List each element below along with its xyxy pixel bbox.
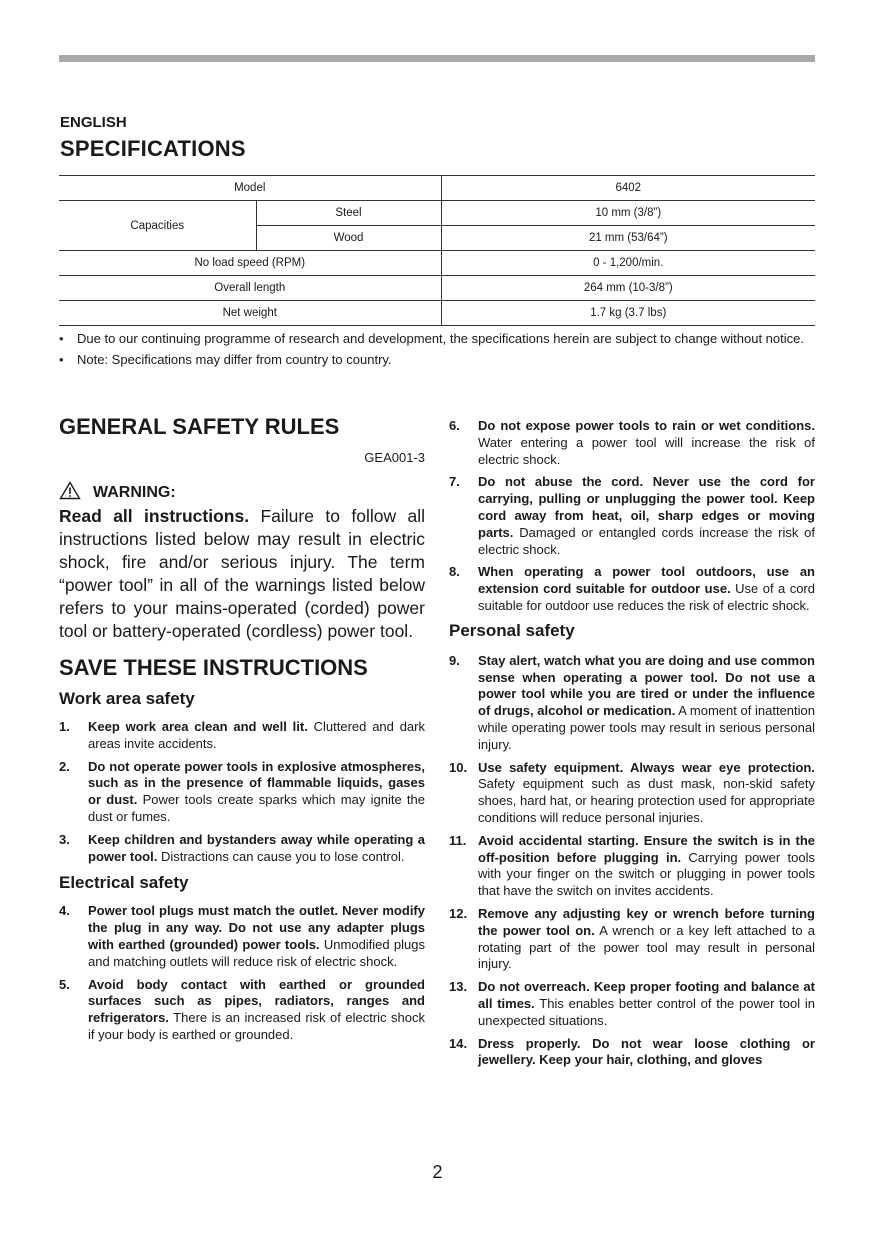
spec-label: Net weight <box>59 301 441 326</box>
spec-label: Model <box>59 176 441 201</box>
header-rule <box>59 55 815 62</box>
left-column <box>59 410 425 1050</box>
spec-sublabel: Steel <box>256 201 441 226</box>
item-bold: When operating a power tool outdoors, use an extension cord suitable for outdoor use. <box>478 564 815 597</box>
list-item <box>59 719 425 753</box>
document-code: GEA001-3 <box>364 450 425 465</box>
item-bold: Do not operate power tools in explosive atmospheres, such as in the presence of flammable liquids, gases or dust. <box>88 758 425 808</box>
spec-row-weight <box>59 301 815 326</box>
item-bold: Avoid body contact with earthed or grounded surfaces such as pipes, radiators, ranges and refrigerators. <box>88 976 425 1026</box>
warning-triangle-icon <box>59 481 83 505</box>
item-number: 5. <box>59 976 70 992</box>
spec-note <box>59 330 815 347</box>
item-bold: Use safety equipment. Always wear eye protection. <box>478 759 815 775</box>
item-text: Unmodified plugs and matching outlets will reduce risk of electric shock. <box>88 936 425 969</box>
item-text: Cluttered and dark areas invite accidents. <box>88 719 425 751</box>
item-text: Power tools create sparks which may ignite the dust or fumes. <box>88 792 425 824</box>
spec-label: No load speed (RPM) <box>59 251 441 276</box>
bullet: • <box>59 331 64 346</box>
spec-row-speed <box>59 251 815 276</box>
item-text: Safety equipment such as dust mask, non-skid safety shoes, hard hat, or hearing protection used for appropriate conditions will reduce personal injuries. <box>478 776 815 825</box>
spec-value: 264 mm (10-3/8”) <box>441 276 815 301</box>
list-item <box>449 833 815 900</box>
list-item <box>59 832 425 866</box>
item-bold: Remove any adjusting key or wrench before turning the power tool on. <box>478 905 815 938</box>
item-bold: Do not expose power tools to rain or wet conditions. <box>478 418 815 433</box>
item-number: 4. <box>59 903 70 919</box>
item-text: Distractions can cause you to lose control. <box>157 848 405 864</box>
spec-label: Overall length <box>59 276 441 301</box>
item-number: 8. <box>449 564 460 580</box>
warning-heading <box>59 481 425 505</box>
spec-value: 21 mm (53/64”) <box>441 226 815 251</box>
list-item <box>449 564 815 614</box>
item-text: This enables better control of the power tool in unexpected situations. <box>478 995 816 1028</box>
warning-text: Failure to follow all instructions listed below may result in electric shock, fire and/or serious injury. The term “power tool” in all of the warnings listed below refers to your mains-operated (corded) power tool or battery-operated (cordless) power tool. <box>59 506 425 641</box>
bullet: • <box>59 352 64 367</box>
specifications-table <box>59 175 815 326</box>
item-text: Damaged or entangled cords increase the risk of electric shock. <box>478 524 815 557</box>
section-personal: Personal safety <box>449 620 575 640</box>
item-number: 10. <box>449 759 468 775</box>
item-number: 2. <box>59 758 70 774</box>
item-text: A wrench or a key left attached to a rotating part of the power tool may result in personal injury. <box>478 922 815 972</box>
warning-label: WARNING: <box>93 484 176 501</box>
warning-body <box>59 505 425 643</box>
warning-bold: Read all instructions. <box>59 506 250 526</box>
item-text: Water entering a power tool will increase the risk of electric shock. <box>478 434 815 467</box>
item-number: 3. <box>59 831 70 847</box>
spec-value: 10 mm (3/8”) <box>441 201 815 226</box>
list-item <box>449 1036 815 1070</box>
section-electrical: Electrical safety <box>59 873 189 893</box>
item-bold: Do not abuse the cord. Never use the cord for carrying, pulling or unplugging the power tool. Keep cord away from heat, oil, sharp edges or moving parts. <box>478 474 815 540</box>
spec-value: 6402 <box>441 176 815 201</box>
spec-label-capacities: Capacities <box>59 201 256 251</box>
spec-notes <box>59 330 815 372</box>
item-text: Use of a cord suitable for outdoor use reduces the risk of electric shock. <box>478 581 815 613</box>
list-item <box>449 906 815 973</box>
list-item <box>59 977 425 1044</box>
item-number: 9. <box>449 652 460 668</box>
specifications-title: SPECIFICATIONS <box>60 136 246 161</box>
item-bold: Keep work area clean and well lit. <box>88 719 308 734</box>
item-bold: Do not overreach. Keep proper footing and balance at all times. <box>478 979 815 1011</box>
right-column <box>449 418 815 1075</box>
item-bold: Stay alert, watch what you are doing and use common sense when operating a power tool. Do not use a power tool while you are tired or under the influence of drugs, alcohol or medication. <box>478 652 815 719</box>
list-item <box>449 979 815 1029</box>
spec-row-length <box>59 276 815 301</box>
item-number: 6. <box>449 418 460 433</box>
spec-value: 1.7 kg (3.7 lbs) <box>441 301 815 326</box>
language-label: ENGLISH <box>60 114 127 131</box>
item-text: A moment of inattention while operating power tools may result in serious personal injury. <box>478 703 816 752</box>
spec-note <box>59 351 815 368</box>
spec-value: 0 - 1,200/min. <box>441 251 815 276</box>
note-text: Note: Specifications may differ from country to country. <box>77 352 392 367</box>
list-item <box>449 474 815 558</box>
list-item <box>59 759 425 826</box>
list-item <box>449 653 815 754</box>
note-text: Due to our continuing programme of research and development, the specifications herein are subject to change without notice. <box>77 331 804 346</box>
spec-row-model <box>59 176 815 201</box>
spec-row-steel <box>59 201 815 226</box>
page-number: 2 <box>432 1162 443 1182</box>
list-item <box>449 418 815 468</box>
item-number: 7. <box>449 474 460 490</box>
item-number: 12. <box>449 905 468 921</box>
list-item <box>59 903 425 970</box>
item-number: 14. <box>449 1035 468 1051</box>
item-number: 13. <box>449 979 468 995</box>
list-item <box>449 760 815 827</box>
item-bold: Dress properly. Do not wear loose clothing or jewellery. Keep your hair, clothing, and gloves <box>478 1035 815 1068</box>
item-text: There is an increased risk of electric shock if your body is earthed or grounded. <box>88 1010 425 1042</box>
general-safety-title: GENERAL SAFETY RULES <box>59 414 340 439</box>
item-number: 1. <box>59 719 70 734</box>
save-instructions-title: SAVE THESE INSTRUCTIONS <box>59 655 368 680</box>
item-bold: Keep children and bystanders away while operating a power tool. <box>88 831 425 864</box>
item-bold: Power tool plugs must match the outlet. Never modify the plug in any way. Do not use any adapter plugs with earthed (grounded) power tools. <box>88 903 425 952</box>
item-text: Carrying power tools with your finger on the switch or plugging in power tools that have the switch on invites accidents. <box>478 849 815 899</box>
item-bold: Avoid accidental starting. Ensure the switch is in the off-position before plugging in. <box>478 832 815 865</box>
section-work-area: Work area safety <box>59 689 195 708</box>
spec-sublabel: Wood <box>256 226 441 251</box>
item-number: 11. <box>449 832 467 848</box>
